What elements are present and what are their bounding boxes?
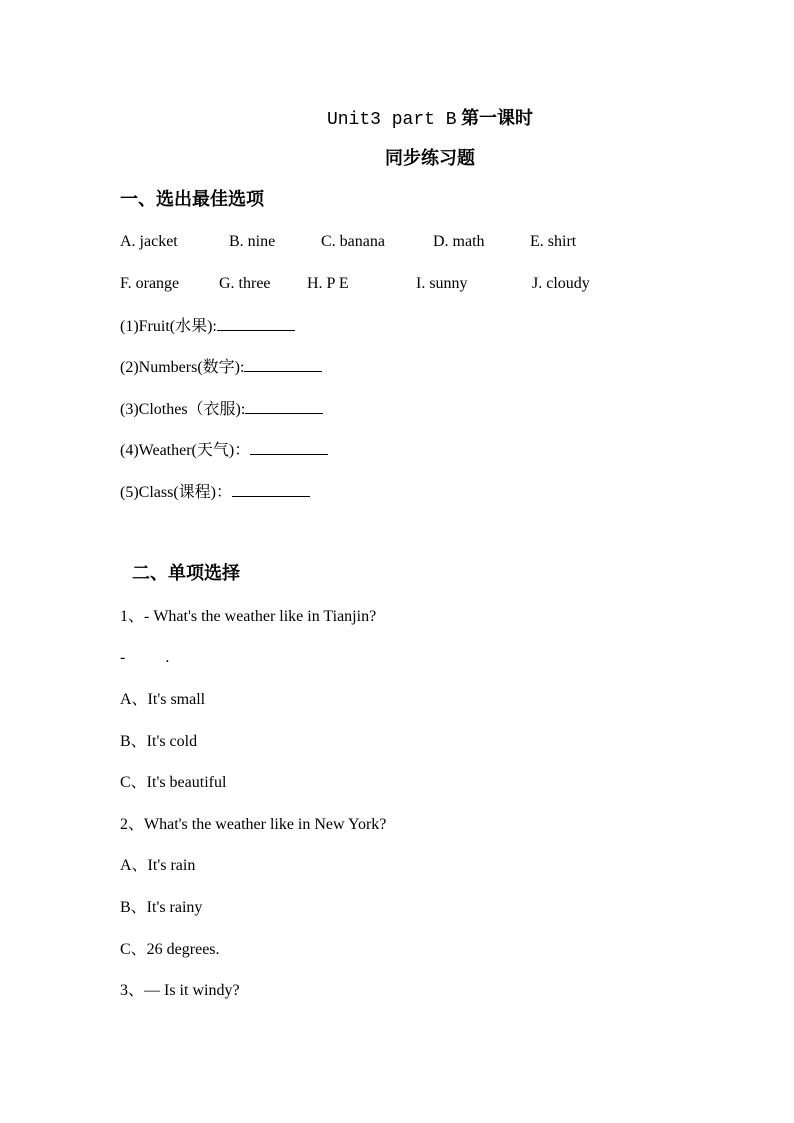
question-1: 1、- What's the weather like in Tianjin? xyxy=(120,608,377,625)
answer-blank[interactable] xyxy=(245,399,323,414)
category-class xyxy=(120,482,310,503)
question-3: 3、— Is it windy? xyxy=(120,982,240,999)
category-label: (3)Clothes（衣服): xyxy=(120,401,246,418)
option-i: I. sunny xyxy=(416,275,468,292)
option-a: A. jacket xyxy=(120,233,178,250)
question-1-choice-a: A、It's small xyxy=(120,691,206,708)
category-fruit xyxy=(120,316,295,337)
question-2-choice-b: B、It's rainy xyxy=(120,899,203,916)
category-clothes xyxy=(120,399,323,420)
category-label: (1)Fruit(水果): xyxy=(120,318,217,335)
option-g: G. three xyxy=(219,275,271,292)
option-d: D. math xyxy=(433,233,485,250)
option-e: E. shirt xyxy=(530,233,577,250)
section-2-heading: 二、单项选择 xyxy=(132,563,240,584)
category-label: (4)Weather(天气)： xyxy=(120,442,251,459)
question-2-choice-a: A、It's rain xyxy=(120,857,196,874)
question-2-choice-c: C、26 degrees. xyxy=(120,941,220,958)
question-1-answer-line: - . xyxy=(120,649,170,666)
option-j: J. cloudy xyxy=(532,275,590,292)
category-weather xyxy=(120,440,328,461)
category-numbers xyxy=(120,357,322,378)
title-unit: Unit3 part B xyxy=(326,110,457,130)
page-subtitle: 同步练习题 xyxy=(385,148,475,169)
answer-blank[interactable] xyxy=(217,316,295,331)
option-c: C. banana xyxy=(321,233,385,250)
option-b: B. nine xyxy=(229,233,276,250)
page-title xyxy=(0,106,794,132)
title-lesson: 第一课时 xyxy=(461,108,534,129)
category-label: (2)Numbers(数字): xyxy=(120,359,245,376)
question-1-choice-c: C、It's beautiful xyxy=(120,774,227,791)
category-label: (5)Class(课程)： xyxy=(120,484,232,501)
option-h: H. P E xyxy=(307,275,349,292)
option-f: F. orange xyxy=(120,275,180,292)
answer-blank[interactable] xyxy=(250,440,328,455)
question-1-choice-b: B、It's cold xyxy=(120,733,198,750)
question-2: 2、What's the weather like in New York? xyxy=(120,816,387,833)
section-1-heading: 一、选出最佳选项 xyxy=(120,189,264,210)
answer-blank[interactable] xyxy=(232,482,310,497)
answer-blank[interactable] xyxy=(244,357,322,372)
